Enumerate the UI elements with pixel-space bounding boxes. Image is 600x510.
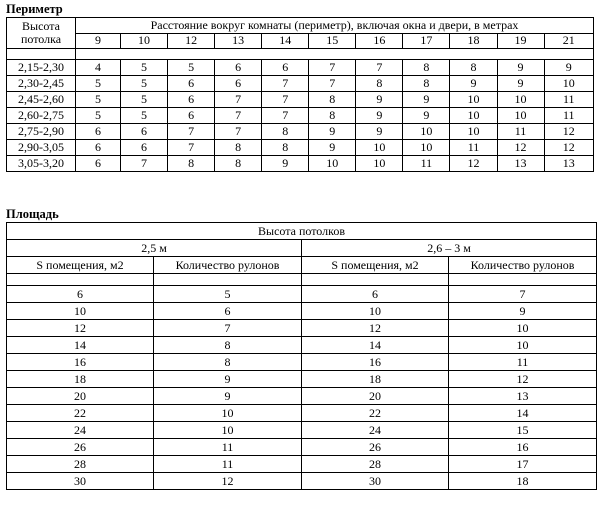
rolls-cell: 7 bbox=[154, 320, 302, 337]
rolls-cell: 6 bbox=[121, 124, 168, 140]
rolls-cell: 5 bbox=[121, 92, 168, 108]
area-cell: 10 bbox=[302, 303, 449, 320]
rolls-cell: 6 bbox=[76, 156, 121, 172]
table-row bbox=[7, 320, 597, 337]
rolls-cell: 10 bbox=[544, 76, 593, 92]
rolls-cell: 9 bbox=[309, 140, 356, 156]
rolls-cell: 18 bbox=[449, 473, 597, 490]
height-range: 2,45-2,60 bbox=[7, 92, 76, 108]
rolls-cell: 5 bbox=[154, 286, 302, 303]
rolls-cell: 4 bbox=[76, 60, 121, 76]
area-cell: 18 bbox=[7, 371, 154, 388]
rolls-cell: 9 bbox=[544, 60, 593, 76]
rolls-cell: 15 bbox=[449, 422, 597, 439]
height-header-line1: Высота bbox=[22, 19, 60, 33]
area-cell: 28 bbox=[302, 456, 449, 473]
spacer-row bbox=[7, 274, 597, 286]
rolls-cell: 7 bbox=[262, 108, 309, 124]
height-range: 3,05-3,20 bbox=[7, 156, 76, 172]
rolls-cell: 10 bbox=[356, 156, 403, 172]
rolls-cell: 5 bbox=[76, 108, 121, 124]
rolls-cell: 8 bbox=[168, 156, 215, 172]
perimeter-value: 12 bbox=[168, 33, 215, 49]
rolls-cell: 6 bbox=[76, 124, 121, 140]
rolls-cell: 11 bbox=[403, 156, 450, 172]
table-row bbox=[7, 286, 597, 303]
table-row bbox=[7, 303, 597, 320]
table-row bbox=[7, 422, 597, 439]
rolls-cell: 11 bbox=[544, 92, 593, 108]
rolls-cell: 10 bbox=[449, 337, 597, 354]
rolls-cell: 9 bbox=[154, 371, 302, 388]
rolls-cell: 8 bbox=[403, 76, 450, 92]
rolls-cell: 9 bbox=[403, 92, 450, 108]
rolls-cell: 7 bbox=[168, 140, 215, 156]
rolls-cell: 8 bbox=[403, 60, 450, 76]
rolls-cell: 10 bbox=[403, 124, 450, 140]
area-group-row bbox=[7, 240, 597, 257]
height-header bbox=[7, 18, 76, 49]
area-title: Площадь bbox=[6, 207, 59, 221]
perimeter-value: 14 bbox=[262, 33, 309, 49]
rolls-cell: 9 bbox=[356, 92, 403, 108]
rolls-cell: 12 bbox=[497, 140, 544, 156]
rolls-cell: 5 bbox=[121, 108, 168, 124]
rolls-cell: 11 bbox=[497, 124, 544, 140]
height-range: 2,75-2,90 bbox=[7, 124, 76, 140]
rolls-cell: 7 bbox=[215, 92, 262, 108]
rolls-cell: 6 bbox=[168, 92, 215, 108]
perimeter-title: Периметр bbox=[6, 2, 63, 16]
rolls-cell: 9 bbox=[403, 108, 450, 124]
rolls-cell: 11 bbox=[154, 439, 302, 456]
spacer-row bbox=[7, 49, 594, 60]
table-row bbox=[7, 156, 594, 172]
rolls-cell: 10 bbox=[154, 405, 302, 422]
rolls-cell: 6 bbox=[215, 76, 262, 92]
rolls-cell: 8 bbox=[215, 140, 262, 156]
rolls-cell: 13 bbox=[544, 156, 593, 172]
rolls-cell: 6 bbox=[121, 140, 168, 156]
table-row bbox=[7, 405, 597, 422]
rolls-cell: 13 bbox=[497, 156, 544, 172]
area-cell: 24 bbox=[7, 422, 154, 439]
rolls-cell: 7 bbox=[262, 92, 309, 108]
rolls-cell: 7 bbox=[356, 60, 403, 76]
col-area-a: S помещения, м2 bbox=[7, 257, 154, 274]
table-row bbox=[7, 371, 597, 388]
height-header-line2: потолка bbox=[20, 32, 62, 46]
rolls-cell: 6 bbox=[168, 108, 215, 124]
rolls-cell: 16 bbox=[449, 439, 597, 456]
rolls-cell: 11 bbox=[544, 108, 593, 124]
perimeter-value: 17 bbox=[403, 33, 450, 49]
group-b-header: 2,6 – 3 м bbox=[302, 240, 597, 257]
rolls-cell: 9 bbox=[497, 60, 544, 76]
col-rolls-a: Количество рулонов bbox=[154, 257, 302, 274]
rolls-cell: 17 bbox=[449, 456, 597, 473]
rolls-cell: 5 bbox=[168, 60, 215, 76]
perimeter-value: 18 bbox=[450, 33, 497, 49]
rolls-cell: 8 bbox=[356, 76, 403, 92]
rolls-cell: 9 bbox=[497, 76, 544, 92]
table-row bbox=[7, 92, 594, 108]
rolls-cell: 14 bbox=[449, 405, 597, 422]
rolls-cell: 10 bbox=[403, 140, 450, 156]
rolls-cell: 11 bbox=[154, 456, 302, 473]
rolls-cell: 6 bbox=[154, 303, 302, 320]
rolls-cell: 10 bbox=[154, 422, 302, 439]
rolls-cell: 9 bbox=[356, 108, 403, 124]
table-row bbox=[7, 140, 594, 156]
perimeter-value: 19 bbox=[497, 33, 544, 49]
perimeter-value: 9 bbox=[76, 33, 121, 49]
area-cell: 16 bbox=[7, 354, 154, 371]
table-row bbox=[7, 473, 597, 490]
perimeter-header-row bbox=[7, 18, 594, 34]
table-row bbox=[7, 108, 594, 124]
rolls-cell: 6 bbox=[168, 76, 215, 92]
perimeter-value: 13 bbox=[215, 33, 262, 49]
rolls-cell: 8 bbox=[154, 354, 302, 371]
perimeter-value: 10 bbox=[121, 33, 168, 49]
rolls-cell: 8 bbox=[262, 140, 309, 156]
rolls-cell: 5 bbox=[121, 76, 168, 92]
rolls-cell: 9 bbox=[356, 124, 403, 140]
rolls-cell: 9 bbox=[450, 76, 497, 92]
area-table bbox=[6, 222, 597, 490]
area-cell: 12 bbox=[302, 320, 449, 337]
rolls-cell: 7 bbox=[121, 156, 168, 172]
group-a-header: 2,5 м bbox=[7, 240, 302, 257]
area-cell: 14 bbox=[302, 337, 449, 354]
rolls-cell: 9 bbox=[154, 388, 302, 405]
area-cell: 16 bbox=[302, 354, 449, 371]
rolls-cell: 8 bbox=[450, 60, 497, 76]
rolls-cell: 7 bbox=[262, 76, 309, 92]
rolls-cell: 11 bbox=[450, 140, 497, 156]
rolls-cell: 8 bbox=[154, 337, 302, 354]
area-cell: 6 bbox=[7, 286, 154, 303]
rolls-cell: 9 bbox=[309, 124, 356, 140]
area-cell: 20 bbox=[7, 388, 154, 405]
rolls-cell: 7 bbox=[168, 124, 215, 140]
rolls-cell: 10 bbox=[309, 156, 356, 172]
rolls-cell: 10 bbox=[450, 124, 497, 140]
rolls-cell: 8 bbox=[309, 92, 356, 108]
area-header-row bbox=[7, 223, 597, 240]
rolls-cell: 10 bbox=[450, 92, 497, 108]
table-row bbox=[7, 388, 597, 405]
rolls-cell: 12 bbox=[449, 371, 597, 388]
perimeter-body bbox=[7, 60, 594, 172]
area-cell: 6 bbox=[302, 286, 449, 303]
rolls-cell: 6 bbox=[215, 60, 262, 76]
rolls-cell: 10 bbox=[449, 320, 597, 337]
area-cell: 14 bbox=[7, 337, 154, 354]
area-cell: 28 bbox=[7, 456, 154, 473]
perimeter-values-row bbox=[7, 33, 594, 49]
table-row bbox=[7, 354, 597, 371]
area-cell: 24 bbox=[302, 422, 449, 439]
rolls-cell: 13 bbox=[449, 388, 597, 405]
rolls-cell: 7 bbox=[215, 108, 262, 124]
table-row bbox=[7, 76, 594, 92]
perimeter-value: 16 bbox=[356, 33, 403, 49]
rolls-cell: 10 bbox=[497, 108, 544, 124]
area-cell: 22 bbox=[302, 405, 449, 422]
area-cell: 20 bbox=[302, 388, 449, 405]
rolls-cell: 8 bbox=[309, 108, 356, 124]
rolls-cell: 5 bbox=[76, 92, 121, 108]
area-cell: 12 bbox=[7, 320, 154, 337]
area-column-header-row bbox=[7, 257, 597, 274]
rolls-cell: 6 bbox=[262, 60, 309, 76]
area-cell: 30 bbox=[7, 473, 154, 490]
perimeter-value: 15 bbox=[309, 33, 356, 49]
area-cell: 22 bbox=[7, 405, 154, 422]
perimeter-value: 21 bbox=[544, 33, 593, 49]
rolls-cell: 12 bbox=[154, 473, 302, 490]
area-cell: 10 bbox=[7, 303, 154, 320]
rolls-cell: 7 bbox=[309, 60, 356, 76]
table-row bbox=[7, 60, 594, 76]
area-header: Высота потолков bbox=[7, 223, 597, 240]
area-cell: 30 bbox=[302, 473, 449, 490]
area-cell: 26 bbox=[7, 439, 154, 456]
perimeter-table bbox=[6, 17, 594, 172]
rolls-cell: 11 bbox=[449, 354, 597, 371]
height-range: 2,15-2,30 bbox=[7, 60, 76, 76]
rolls-cell: 12 bbox=[450, 156, 497, 172]
rolls-cell: 10 bbox=[356, 140, 403, 156]
rolls-cell: 10 bbox=[497, 92, 544, 108]
col-rolls-b: Количество рулонов bbox=[449, 257, 597, 274]
col-area-b: S помещения, м2 bbox=[302, 257, 449, 274]
height-range: 2,60-2,75 bbox=[7, 108, 76, 124]
height-range: 2,30-2,45 bbox=[7, 76, 76, 92]
table-row bbox=[7, 456, 597, 473]
height-range: 2,90-3,05 bbox=[7, 140, 76, 156]
rolls-cell: 9 bbox=[262, 156, 309, 172]
rolls-cell: 8 bbox=[262, 124, 309, 140]
rolls-cell: 12 bbox=[544, 140, 593, 156]
rolls-cell: 10 bbox=[450, 108, 497, 124]
table-row bbox=[7, 124, 594, 140]
rolls-cell: 12 bbox=[544, 124, 593, 140]
table-row bbox=[7, 439, 597, 456]
rolls-cell: 8 bbox=[215, 156, 262, 172]
area-body bbox=[7, 286, 597, 490]
rolls-cell: 6 bbox=[76, 140, 121, 156]
rolls-cell: 7 bbox=[215, 124, 262, 140]
rolls-cell: 5 bbox=[121, 60, 168, 76]
rolls-cell: 7 bbox=[309, 76, 356, 92]
rolls-cell: 5 bbox=[76, 76, 121, 92]
perimeter-header: Расстояние вокруг комнаты (периметр), включая окна и двери, в метрах bbox=[76, 18, 594, 34]
table-row bbox=[7, 337, 597, 354]
area-cell: 18 bbox=[302, 371, 449, 388]
rolls-cell: 9 bbox=[449, 303, 597, 320]
area-cell: 26 bbox=[302, 439, 449, 456]
rolls-cell: 7 bbox=[449, 286, 597, 303]
